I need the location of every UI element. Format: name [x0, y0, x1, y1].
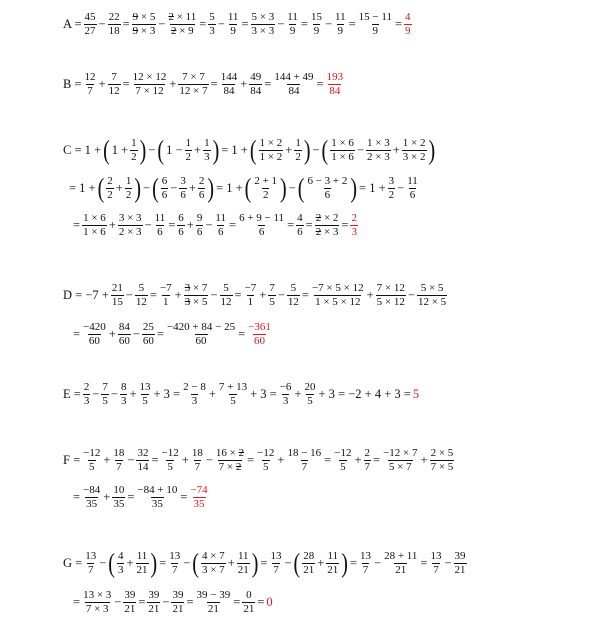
equals: =: [122, 77, 130, 92]
answer-f: $\frac{-74}{35}$: [190, 484, 208, 510]
fraction: $\frac{-84 + 10}{35}$: [137, 484, 178, 510]
operator: −: [92, 387, 100, 402]
equals: =: [316, 77, 324, 92]
term: 1 +: [111, 143, 129, 158]
equals: = 1 +: [216, 181, 243, 196]
fraction: $\frac{2}{7}$: [364, 447, 371, 473]
fraction: 4 × 7 3 × 7: [201, 550, 225, 576]
paren: (: [297, 173, 305, 204]
fraction: $\frac{13}{5}$: [139, 381, 151, 407]
operator: +: [115, 181, 123, 196]
equation-c-line-3: [72, 213, 359, 238]
fraction: $\frac{28 + 11}{21}$: [384, 550, 418, 576]
fraction: $\frac{-12 \times 7}{5 \times 7}$: [383, 447, 418, 473]
operator: −: [99, 556, 107, 571]
fraction: $\frac{2}{6}$: [198, 175, 205, 201]
operator: −: [148, 143, 156, 158]
fraction: $\frac{-7}{1}$: [244, 282, 257, 308]
operator: −: [407, 288, 415, 303]
equals: =: [301, 288, 309, 303]
equals: =: [168, 218, 176, 233]
equals: =: [159, 556, 167, 571]
fraction: $\frac{1 \times 3}{2 \times 3}$: [367, 137, 390, 163]
paren: ): [134, 173, 142, 204]
operator: +: [188, 181, 196, 196]
operator: +: [354, 453, 362, 468]
fraction: 4 3: [117, 550, 124, 576]
operator: + 3 =: [153, 387, 181, 402]
paren: ): [150, 548, 158, 579]
fraction: $\frac{84}{60}$: [118, 321, 130, 347]
paren: ): [350, 173, 358, 204]
fraction: $\frac{7}{12}$: [108, 71, 120, 97]
operator: −: [205, 218, 213, 233]
fraction: $\frac{15}{9}$: [310, 11, 322, 37]
fraction: $\frac{3 \times 3}{2 \times 3}$: [118, 212, 142, 238]
operator: +: [194, 143, 202, 158]
paren: (: [157, 135, 165, 166]
equation-f-line-2: [72, 485, 210, 510]
fraction-cancelled: $\frac{2 \times 2}{2 \times 3}$: [315, 212, 339, 238]
equals: =: [324, 453, 332, 468]
equals: =: [127, 490, 135, 505]
equals: =: [241, 17, 249, 32]
equals: =: [238, 327, 246, 342]
term: + 3 = −2 + 4 + 3 =: [318, 387, 411, 402]
operator: +: [174, 288, 182, 303]
fraction: $\frac{11}{21}$: [136, 550, 148, 576]
equals: =: [151, 453, 159, 468]
paren: ): [428, 135, 436, 166]
paren: ): [251, 548, 259, 579]
equals: =: [420, 556, 428, 571]
fraction: $\frac{32}{14}$: [137, 447, 149, 473]
equals: = 1 +: [359, 181, 386, 196]
fraction: $\frac{11}{6}$: [407, 175, 418, 201]
fraction: $\frac{1}{2}$: [295, 137, 301, 163]
fraction: $\frac{-7}{1}$: [159, 282, 172, 308]
answer-d: $\frac{-361}{60}$: [248, 321, 271, 347]
fraction-cancelled: $\frac{9 \times 5}{9 \times 3}$: [132, 11, 156, 37]
equals: =: [300, 17, 308, 32]
fraction: $\frac{10}{35}$: [113, 484, 125, 510]
fraction: 2 + 1 2: [254, 175, 278, 201]
fraction: $\frac{-420}{60}$: [83, 321, 106, 347]
paren: ): [139, 135, 147, 166]
fraction: $\frac{-7 \times 5 \times 12}{1 \times 5 \times 12}$: [311, 282, 364, 308]
equation-d-line-2: [72, 322, 273, 347]
fraction: 28 21: [303, 550, 315, 576]
equals: =: [73, 218, 81, 233]
fraction: $\frac{25}{60}$: [142, 321, 154, 347]
fraction: $\frac{5 \times 5}{12 \times 5}$: [417, 282, 447, 308]
operator: −: [356, 143, 364, 158]
operator: −: [143, 181, 151, 196]
fraction: $\frac{11}{9}$: [287, 11, 298, 37]
equals: =: [186, 595, 194, 610]
fraction-cancelled: $\frac{3 \times 7}{3 \times 5}$: [184, 282, 208, 308]
fraction: $\frac{-12}{5}$: [83, 447, 101, 473]
fraction: $\frac{20}{5}$: [304, 381, 316, 407]
operator: +: [240, 77, 248, 92]
fraction: $\frac{13}{7}$: [85, 550, 97, 576]
operator: +: [103, 490, 111, 505]
operator: +: [103, 453, 111, 468]
operator: +: [366, 288, 374, 303]
operator: +: [259, 288, 267, 303]
fraction: $\frac{0}{21}$: [243, 589, 255, 615]
equals: =: [233, 595, 241, 610]
operator: +: [186, 218, 194, 233]
operator: +: [294, 387, 302, 402]
fraction: $\frac{18 - 16}{7}$: [287, 447, 322, 473]
operator: −: [144, 218, 152, 233]
operator: −: [98, 17, 106, 32]
operator: +: [108, 218, 116, 233]
answer-e: 5: [412, 387, 420, 402]
paren: ): [207, 173, 215, 204]
fraction: 2 2: [107, 175, 113, 201]
fraction: $\frac{45}{27}$: [84, 11, 96, 37]
fraction: $\frac{9}{6}$: [196, 212, 203, 238]
equals: = 1 +: [221, 143, 248, 158]
fraction: $\frac{6}{6}$: [178, 212, 184, 238]
equals: =: [287, 218, 295, 233]
equals: =: [73, 327, 81, 342]
fraction: $\frac{11}{6}$: [154, 212, 166, 238]
fraction: $\frac{7}{5}$: [102, 381, 108, 407]
answer-b: $\frac{193}{84}$: [326, 71, 344, 97]
fraction: $\frac{2 \times 5}{7 \times 5}$: [430, 447, 454, 473]
equals: =: [138, 595, 146, 610]
paren: (: [192, 548, 199, 579]
paren: (: [293, 548, 301, 579]
operator: −: [444, 556, 452, 571]
fraction: $\frac{5}{3}$: [209, 11, 215, 37]
equals: =: [73, 490, 81, 505]
equals: =: [257, 595, 265, 610]
fraction: $\frac{39}{21}$: [124, 589, 136, 615]
equals: =: [180, 490, 188, 505]
equals: =: [247, 453, 255, 468]
fraction: $\frac{11}{9}$: [227, 11, 239, 37]
fraction: $\frac{1 \times 2}{3 \times 2}$: [402, 137, 426, 163]
fraction: $\frac{1}{2}$: [131, 137, 137, 163]
equals: =: [348, 17, 356, 32]
fraction: $\frac{39 - 39}{21}$: [196, 589, 231, 615]
fraction: $\frac{5}{12}$: [287, 282, 299, 308]
equation-b: [62, 72, 345, 97]
fraction: $\frac{-12}{5}$: [257, 447, 275, 473]
equation-c-line-2: [68, 173, 420, 204]
equals: =: [260, 556, 268, 571]
operator: +: [420, 453, 428, 468]
equation-e: [62, 382, 420, 407]
operator: −: [217, 17, 225, 32]
paren: ): [280, 173, 287, 204]
paren: (: [108, 548, 115, 579]
paren: (: [152, 173, 159, 204]
fraction: $\frac{7 \times 12}{5 \times 12}$: [376, 282, 405, 308]
fraction: $\frac{4}{6}$: [297, 212, 303, 238]
fraction: $\frac{39}{21}$: [172, 589, 184, 615]
fraction: $\frac{1 \times 6}{1 \times 6}$: [83, 212, 106, 238]
fraction: $\frac{12}{7}$: [84, 71, 96, 97]
equation-g-line-2: [72, 590, 274, 615]
fraction: $\frac{21}{15}$: [111, 282, 123, 308]
equals: = 1 +: [69, 181, 96, 196]
operator: −: [162, 595, 170, 610]
fraction: $\frac{1}{2}$: [185, 137, 192, 163]
paren: ): [212, 135, 220, 166]
fraction: $\frac{13 \times 3}{7 \times 3}$: [83, 589, 112, 615]
operator: −: [284, 556, 292, 571]
operator: +: [392, 143, 400, 158]
operator: −: [110, 387, 118, 402]
fraction: $\frac{144}{84}$: [220, 71, 238, 97]
operator: +: [227, 556, 235, 571]
fraction: $\frac{7}{5}$: [269, 282, 275, 308]
paren: (: [244, 173, 252, 204]
label-b: B =: [63, 77, 82, 92]
operator: −: [125, 288, 133, 303]
answer-c: $\frac{2}{3}$: [351, 212, 357, 238]
fraction: $\frac{13}{7}$: [360, 550, 372, 576]
operator: −: [288, 181, 296, 196]
label-g: G =: [63, 556, 83, 571]
operator: −: [277, 288, 285, 303]
fraction: $\frac{15 - 11}{9}$: [358, 11, 392, 37]
label-e: E =: [63, 387, 81, 402]
operator: +: [285, 143, 293, 158]
fraction: $\frac{7 + 13}{5}$: [218, 381, 248, 407]
label-a: A =: [63, 17, 82, 32]
operator: +: [181, 453, 189, 468]
operator: −: [374, 556, 382, 571]
fraction: $\frac{13}{7}$: [270, 550, 282, 576]
fraction: 1 × 2 1 × 2: [259, 137, 283, 163]
operator: −: [132, 327, 140, 342]
operator: +: [126, 556, 134, 571]
equals: =: [341, 218, 349, 233]
fraction: $\frac{1}{2}$: [125, 175, 132, 201]
fraction: $\frac{5}{12}$: [135, 282, 147, 308]
label-d: D = −7 +: [63, 288, 109, 303]
fraction: $\frac{3}{6}$: [180, 175, 186, 201]
operator: +: [277, 453, 285, 468]
operator: −: [312, 143, 320, 158]
fraction: $\frac{11}{9}$: [335, 11, 346, 37]
fraction: 1 × 6 1 × 6: [331, 137, 354, 163]
operator: −: [210, 288, 218, 303]
fraction: $\frac{5}{12}$: [220, 282, 232, 308]
fraction: $\frac{-84}{35}$: [83, 484, 101, 510]
fraction-cancelled: $\frac{2 \times 11}{2 \times 9}$: [168, 11, 197, 37]
paren: (: [103, 135, 110, 166]
fraction: 6 − 3 + 2 6: [307, 175, 348, 201]
operator: +: [98, 77, 106, 92]
fraction: $\frac{144 + 49}{84}$: [274, 71, 314, 97]
operator: −: [205, 453, 213, 468]
equals: =: [73, 595, 81, 610]
paren: (: [321, 135, 329, 166]
fraction: $\frac{11}{6}$: [215, 212, 226, 238]
operator: −: [170, 181, 178, 196]
operator: −: [114, 595, 122, 610]
fraction: $\frac{13}{7}$: [430, 550, 442, 576]
fraction: $\frac{39}{21}$: [454, 550, 466, 576]
paren: ): [303, 135, 311, 166]
operator: +: [108, 327, 116, 342]
operator: −: [183, 556, 191, 571]
operator: −: [158, 17, 166, 32]
fraction: $\frac{12 \times 12}{7 \times 12}$: [132, 71, 167, 97]
equals: =: [373, 453, 381, 468]
fraction: $\frac{49}{84}$: [250, 71, 262, 97]
fraction: $\frac{22}{18}$: [108, 11, 120, 37]
equals: =: [229, 218, 237, 233]
fraction: $\frac{-12}{5}$: [161, 447, 179, 473]
equation-g-line-1: [62, 548, 468, 579]
paren: ): [341, 548, 348, 579]
fraction: $\frac{3}{2}$: [388, 175, 395, 201]
equals: =: [122, 17, 130, 32]
operator: +: [317, 556, 325, 571]
paren: (: [249, 135, 257, 166]
equals: =: [149, 288, 157, 303]
label-f: F =: [63, 453, 81, 468]
fraction: $\frac{18}{7}$: [191, 447, 203, 473]
operator: +: [129, 387, 137, 402]
paren: (: [97, 173, 105, 204]
operator: −: [277, 17, 285, 32]
fraction: $\frac{5 \times 3}{3 \times 3}$: [251, 11, 275, 37]
fraction: 6 6: [161, 175, 168, 201]
equals: =: [394, 17, 403, 32]
fraction: $\frac{2 - 8}{3}$: [183, 381, 206, 407]
equals: =: [264, 77, 272, 92]
fraction: $\frac{11}{21}$: [237, 550, 249, 576]
operator: +: [208, 387, 216, 402]
operator: +: [169, 77, 177, 92]
operator: −: [127, 453, 135, 468]
fraction: $\frac{-6}{3}$: [279, 381, 292, 407]
operator: + 3 =: [250, 387, 277, 402]
fraction: $\frac{18}{7}$: [113, 447, 125, 473]
fraction: $\frac{-420 + 84 - 25}{60}$: [166, 321, 236, 347]
operator: −: [397, 181, 405, 196]
equation-f-line-1: [62, 448, 455, 473]
answer-g: 0: [266, 595, 273, 610]
answer-a: $\frac{4}{9}$: [405, 11, 411, 37]
equals: =: [199, 17, 207, 32]
fraction: $\frac{11}{21}$: [327, 550, 339, 576]
term: 1 −: [166, 143, 183, 158]
equals: =: [305, 218, 313, 233]
equation-d-line-1: [62, 283, 448, 308]
equals: =: [210, 77, 218, 92]
equals: =: [349, 556, 358, 571]
fraction: $\frac{2}{3}$: [83, 381, 90, 407]
fraction: $\frac{8}{3}$: [120, 381, 127, 407]
equation-c-line-1: [62, 135, 436, 166]
fraction-cancelled: $\frac{16 \times 2}{7 \times 2}$: [215, 447, 245, 473]
fraction: $\frac{13}{7}$: [169, 550, 181, 576]
equals: =: [156, 327, 164, 342]
fraction: $\frac{-12}{5}$: [334, 447, 352, 473]
fraction: $\frac{7 \times 7}{12 \times 7}$: [179, 71, 208, 97]
equals: =: [234, 288, 242, 303]
fraction: $\frac{6 + 9 - 11}{6}$: [239, 212, 285, 238]
equation-a: [62, 12, 413, 37]
fraction: $\frac{1}{3}$: [204, 137, 210, 163]
fraction: $\frac{39}{21}$: [148, 589, 160, 615]
operator: −: [324, 17, 332, 32]
label-c: C = 1 +: [63, 143, 102, 158]
